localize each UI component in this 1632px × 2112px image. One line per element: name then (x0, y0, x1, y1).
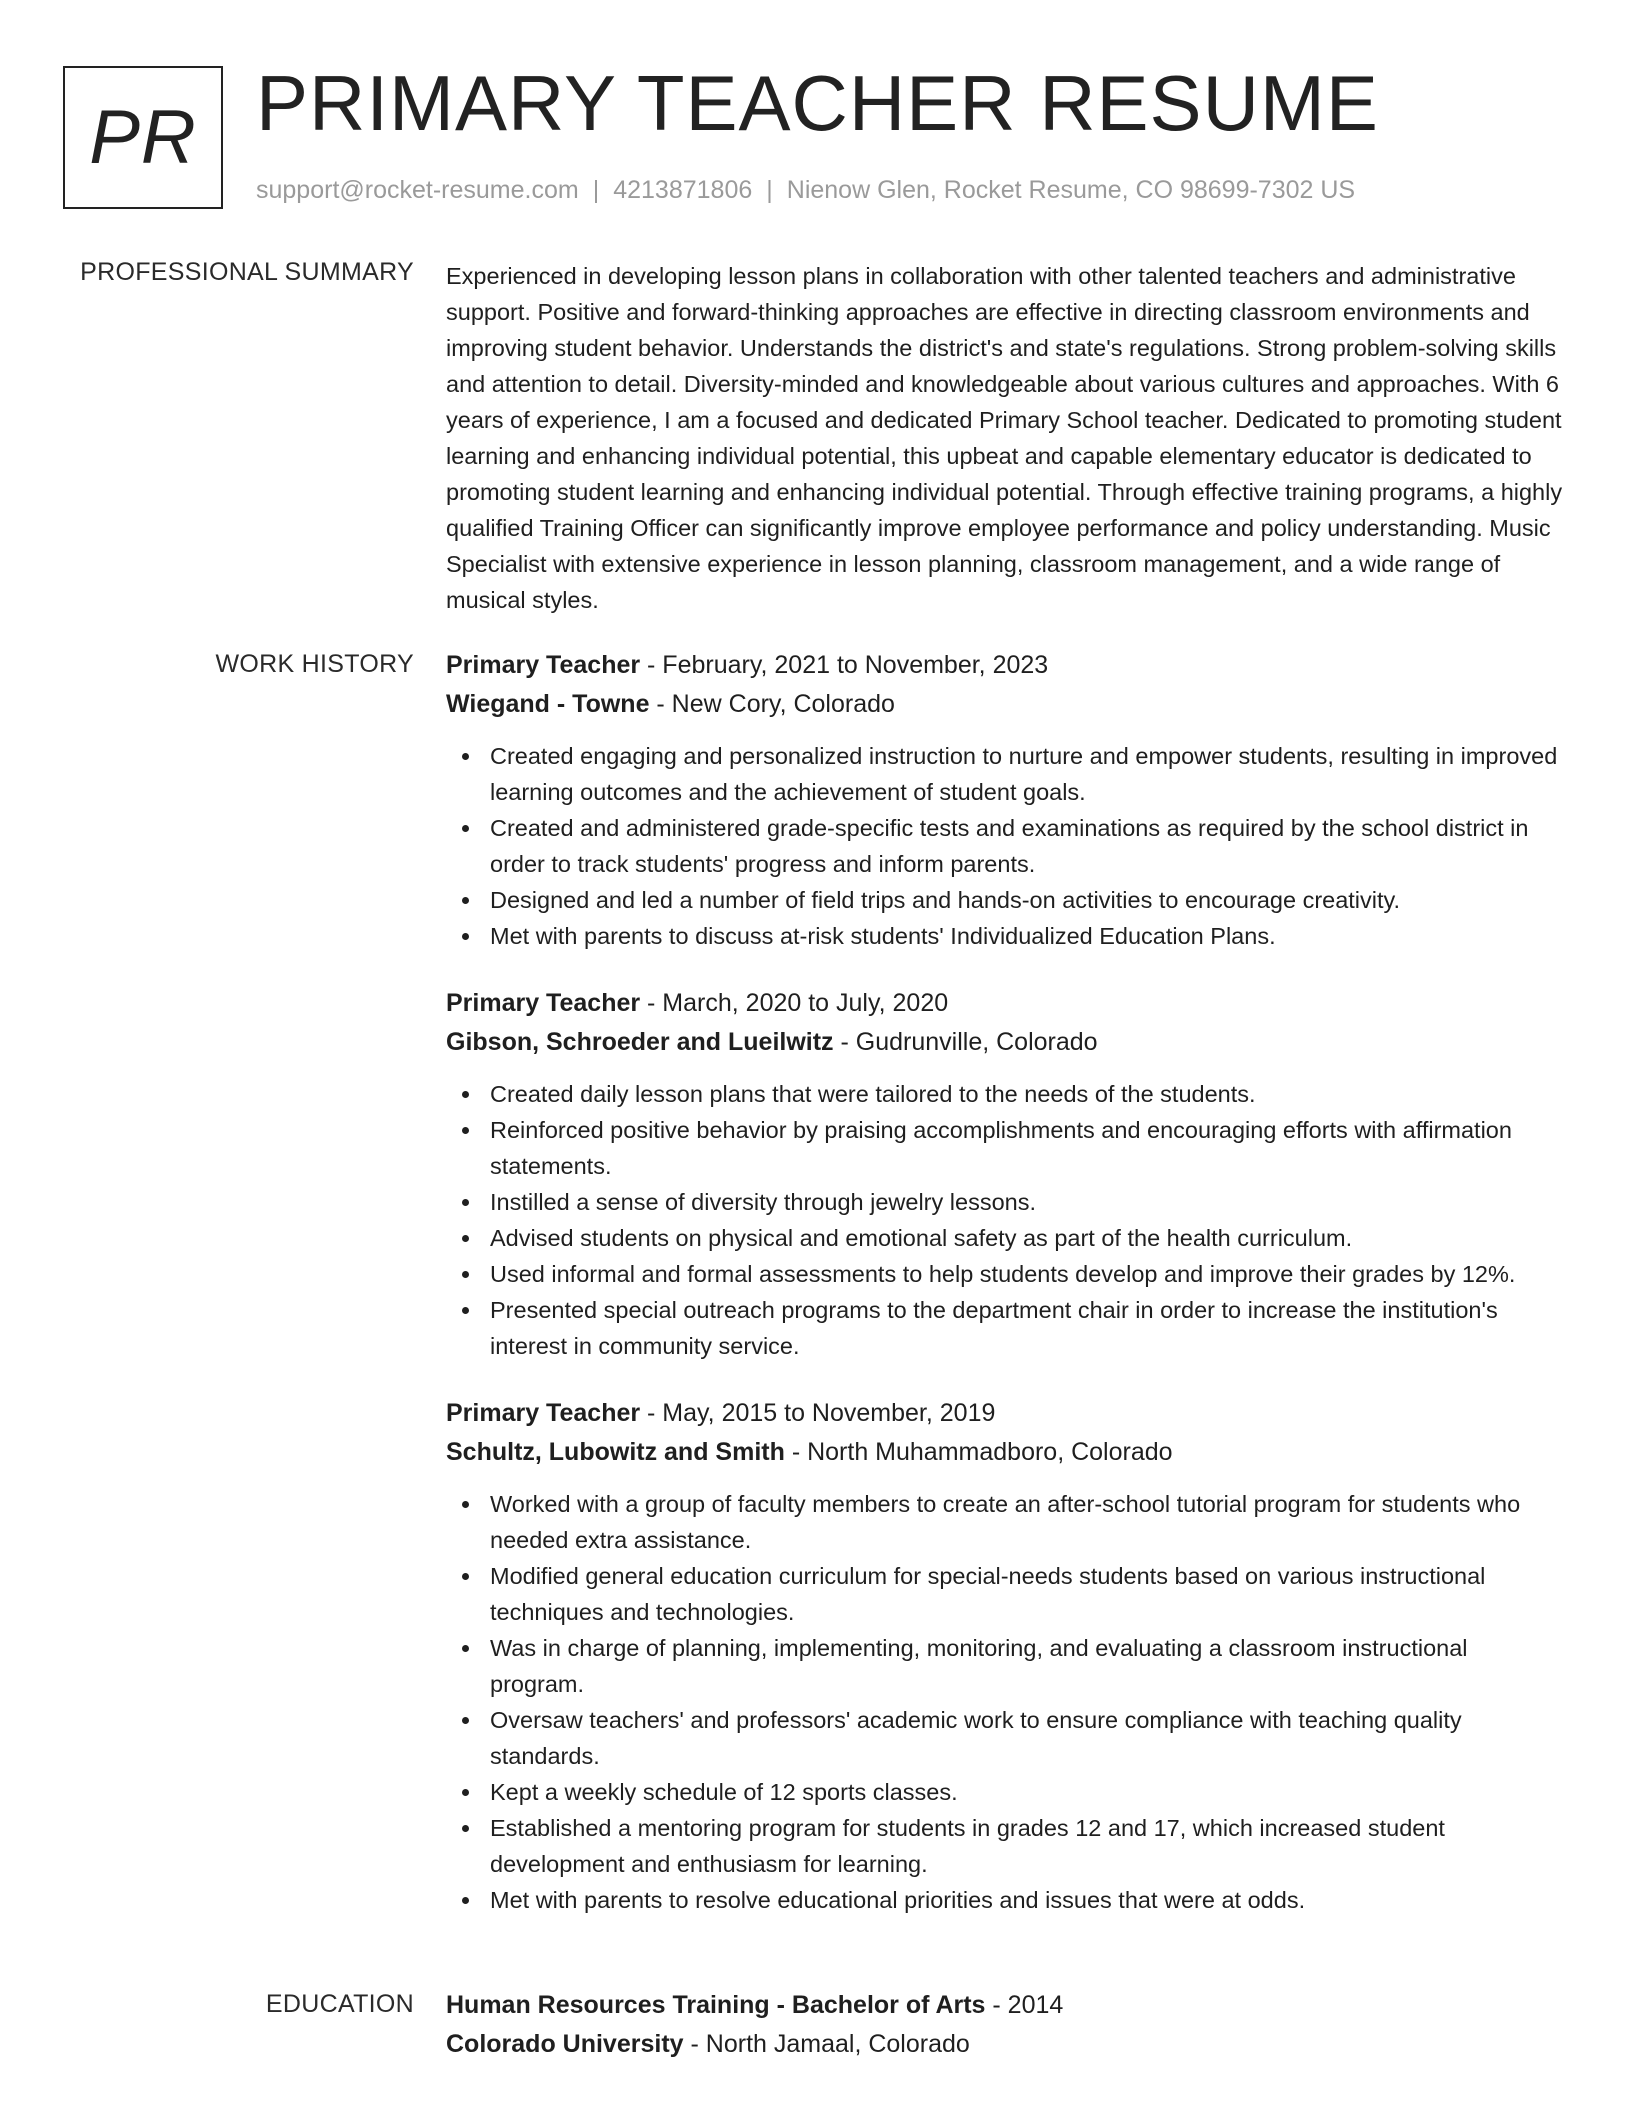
list-item: Created and administered grade-specific tests and examinations as required by the school district in order to track students' progress and inform parents. (446, 810, 1566, 882)
education-entry (446, 1986, 1566, 2064)
job-company-line (446, 1433, 1566, 1472)
list-item: Was in charge of planning, implementing, monitoring, and evaluating a classroom instructional program. (446, 1630, 1566, 1702)
list-item: Advised students on physical and emotional safety as part of the health curriculum. (446, 1220, 1566, 1256)
resume-title: PRIMARY TEACHER RESUME (256, 59, 1379, 147)
job-company: Gibson, Schroeder and Lueilwitz (446, 1028, 834, 1056)
job-location: - Gudrunville, Colorado (833, 1028, 1098, 1056)
list-item: Designed and led a number of field trips and hands-on activities to encourage creativity. (446, 882, 1566, 918)
list-item: Worked with a group of faculty members to create an after-school tutorial program for students who needed extra assistance. (446, 1486, 1566, 1558)
contact-separator: | (592, 176, 600, 204)
job-dates: - March, 2020 to July, 2020 (640, 989, 949, 1017)
work-history (446, 646, 1566, 1948)
job-dates: - May, 2015 to November, 2019 (640, 1399, 996, 1427)
list-item: Created engaging and personalized instruction to nurture and empower students, resulting in improved learning outcomes and the achievement of student goals. (446, 738, 1566, 810)
contact-phone[interactable]: 4213871806 (613, 176, 753, 204)
education-year: - 2014 (985, 1991, 1064, 2019)
education-degree: Human Resources Training - Bachelor of Arts (446, 1991, 986, 2019)
education-school-line (446, 2025, 1566, 2064)
list-item: Used informal and formal assessments to help students develop and improve their grades by 12%. (446, 1256, 1566, 1292)
contact-address: Nienow Glen, Rocket Resume, CO 98699-7302 US (786, 176, 1356, 204)
list-item: Created daily lesson plans that were tailored to the needs of the students. (446, 1076, 1566, 1112)
education-degree-line (446, 1986, 1566, 2025)
job-entry (446, 646, 1566, 954)
summary-text: Experienced in developing lesson plans in collaboration with other talented teachers and administrative support. Positive and forward-thinking approaches are effective in directing classroom environments and improving student behavior. Understands the district's and state's regulations. Strong problem-solving skills and attention to detail. Diversity-minded and knowledgeable about various cultures and approaches. With 6 years of experience, I am a focused and dedicated Primary School teacher. Dedicated to promoting student learning and enhancing individual potential, this upbeat and capable elementary educator is dedicated to promoting student learning and enhancing individual potential. Through effective training programs, a highly qualified Training Officer can significantly improve employee performance and policy understanding. Music Specialist with extensive experience in lesson planning, classroom management, and a wide range of musical styles. (446, 263, 1563, 613)
list-item: Established a mentoring program for students in grades 12 and 17, which increased student development and enthusiasm for learning. (446, 1810, 1566, 1882)
job-title: Primary Teacher (446, 989, 641, 1017)
education-school: Colorado University (446, 2030, 684, 2058)
job-company-line (446, 685, 1566, 724)
job-bullets (446, 738, 1566, 954)
job-location: - New Cory, Colorado (649, 690, 895, 718)
job-title-line (446, 984, 1566, 1023)
job-dates: - February, 2021 to November, 2023 (640, 651, 1049, 679)
list-item: Instilled a sense of diversity through jewelry lessons. (446, 1184, 1566, 1220)
job-bullets (446, 1076, 1566, 1364)
education-location: - North Jamaal, Colorado (683, 2030, 970, 2058)
list-item: Modified general education curriculum for special-needs students based on various instructional techniques and technologies. (446, 1558, 1566, 1630)
job-bullets (446, 1486, 1566, 1918)
section-label-education: EDUCATION (265, 1990, 414, 2018)
job-company-line (446, 1023, 1566, 1062)
list-item: Oversaw teachers' and professors' academic work to ensure compliance with teaching quality standards. (446, 1702, 1566, 1774)
monogram-initials: PR (89, 95, 197, 180)
list-item: Met with parents to resolve educational priorities and issues that were at odds. (446, 1882, 1566, 1918)
job-title: Primary Teacher (446, 1399, 641, 1427)
section-label-work-history: WORK HISTORY (215, 650, 414, 678)
job-location: - North Muhammadboro, Colorado (784, 1438, 1173, 1466)
list-item: Met with parents to discuss at-risk students' Individualized Education Plans. (446, 918, 1566, 954)
list-item: Kept a weekly schedule of 12 sports classes. (446, 1774, 1566, 1810)
contact-separator: | (766, 176, 773, 204)
contact-line (256, 176, 1355, 205)
job-title: Primary Teacher (446, 651, 641, 679)
section-label-summary: PROFESSIONAL SUMMARY (80, 258, 414, 286)
job-entry (446, 984, 1566, 1364)
job-title-line (446, 1394, 1566, 1433)
job-company: Schultz, Lubowitz and Smith (446, 1438, 785, 1466)
list-item: Reinforced positive behavior by praising accomplishments and encouraging efforts with affirmation statements. (446, 1112, 1566, 1184)
job-company: Wiegand - Towne (446, 690, 650, 718)
monogram-box (63, 66, 223, 209)
contact-email[interactable]: support@rocket-resume.com (256, 176, 579, 204)
job-entry (446, 1394, 1566, 1918)
job-title-line (446, 646, 1566, 685)
list-item: Presented special outreach programs to the department chair in order to increase the institution's interest in community service. (446, 1292, 1566, 1364)
